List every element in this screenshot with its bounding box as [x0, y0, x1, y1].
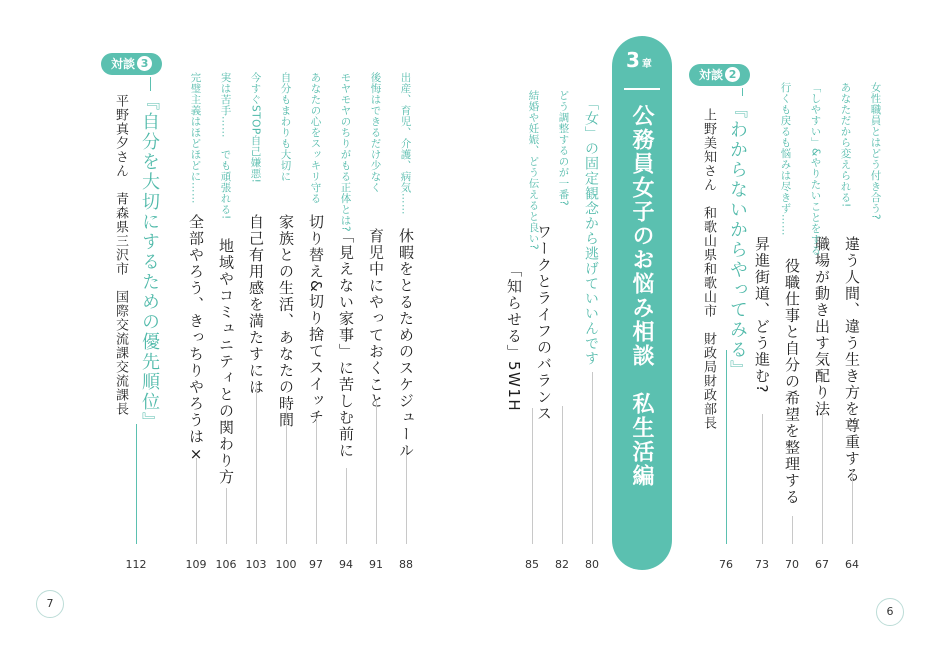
leader-line	[532, 408, 533, 544]
toc-entry-subtitle: 行くも戻るも悩みは尽きず……	[779, 82, 792, 236]
chapter-divider	[624, 88, 660, 90]
leader-line	[316, 418, 317, 544]
leader-line	[256, 382, 257, 544]
page-number[interactable]: 76	[719, 558, 733, 571]
page-number[interactable]: 94	[339, 558, 353, 571]
toc-entry-subtitle: 出産、育児、介護、病気……	[399, 72, 412, 215]
page-number[interactable]: 70	[785, 558, 799, 571]
toc-entry-subtitle: 「女」の固定観念から逃げていいんです	[583, 96, 599, 366]
page-number[interactable]: 80	[585, 558, 599, 571]
page-number[interactable]: 103	[245, 558, 267, 571]
badge-connector	[150, 77, 151, 91]
page-number[interactable]: 82	[555, 558, 569, 571]
toc-entry-title: 育児中にやっておくこと	[367, 228, 385, 410]
page-number[interactable]: 67	[815, 558, 829, 571]
toc-entry-subtitle: 自分もまわりも大切に	[279, 72, 292, 182]
chapter-number	[626, 48, 652, 72]
dialogue-person: 上野美知さん 和歌山県和歌山市 財政局財政部長	[701, 108, 716, 430]
page-number[interactable]: 91	[369, 558, 383, 571]
chapter-unit: 章	[641, 59, 652, 70]
chapter-number-value: 3	[626, 48, 640, 72]
toc-entry-title: 「見えない家事」に苦しむ前に	[337, 228, 355, 459]
toc-entry-subtitle: 今すぐSTOP自己嫌悪!	[249, 72, 262, 184]
toc-entry-title: 昇進街道、どう進む?	[753, 236, 771, 394]
page-number[interactable]: 64	[845, 558, 859, 571]
leader-line	[376, 400, 377, 544]
leader-line	[406, 454, 407, 544]
toc-entry-title: 地域やコミュニティとの関わり方	[217, 238, 235, 486]
page-number[interactable]: 100	[275, 558, 297, 571]
badge-connector	[742, 88, 743, 96]
dialogue-badge-label: 対談	[699, 68, 724, 82]
leader-line	[792, 516, 793, 544]
page-number[interactable]: 109	[185, 558, 207, 571]
toc-entry-title: 切り替え&切り捨てスイッチ	[307, 214, 325, 426]
dialogue-badge	[101, 53, 162, 75]
dialogue-number-icon: 2	[725, 67, 740, 82]
toc-entry-subtitle: モヤモヤのちりがもる正体とは?	[339, 72, 352, 233]
toc-entry-subtitle: 実は苦手…… でも頑張れる!	[219, 72, 232, 220]
toc-entry-title: 自己有用感を満たすには	[247, 214, 265, 396]
dialogue-title: 『わからないからやってみる』	[727, 100, 748, 380]
toc-entry-title: 家族との生活、あなたの時間	[277, 214, 295, 429]
dialogue-badge-label: 対談	[111, 57, 136, 71]
toc-entry-title: 職場が動き出す気配り法	[813, 236, 831, 418]
page-number[interactable]: 88	[399, 558, 413, 571]
toc-entry-title: ワークとライフのバランス	[535, 224, 553, 422]
page-number[interactable]: 73	[755, 558, 769, 571]
toc-entry-subtitle: 「しやすい」&やりたいことをする	[809, 82, 822, 256]
toc-entry-title: 違う人間、違う生き方を尊重する	[843, 236, 861, 484]
leader-line	[822, 414, 823, 544]
leader-line	[226, 488, 227, 544]
toc-entry-title: 全部やろう、きっちりやろうは×	[187, 214, 205, 465]
toc-entry-subtitle: 結婚や妊娠、どう伝えると良い?	[527, 90, 540, 251]
toc-entry-subtitle: あなただから変えられる!	[839, 82, 852, 208]
toc-entry-title: 「知らせる」5W1H	[505, 262, 523, 413]
toc-entry-subtitle: 後悔はできるだけ少なく	[369, 72, 382, 193]
page-number[interactable]: 97	[309, 558, 323, 571]
folio-number: 7	[36, 590, 64, 618]
leader-line	[286, 398, 287, 544]
dialogue-title: 『自分を大切にするための優先順位』	[139, 92, 160, 432]
dialogue-person: 平野真夕さん 青森県三沢市 国際交流課交流課長	[113, 94, 128, 416]
page-number[interactable]: 85	[525, 558, 539, 571]
toc-entry-subtitle: 女性職員とはどう付き合う?	[869, 82, 882, 221]
leader-line	[562, 406, 563, 544]
toc-entry-subtitle: どう調整するのが一番?	[557, 90, 570, 207]
dialogue-rule	[726, 350, 727, 544]
toc-entry-title: 休暇をとるためのスケジュール	[397, 228, 415, 459]
leader-line	[592, 372, 593, 544]
page-number[interactable]: 112	[125, 558, 147, 571]
leader-line	[762, 414, 763, 544]
dialogue-badge	[689, 64, 750, 86]
toc-entry-title: 役職仕事と自分の希望を整理する	[783, 258, 801, 506]
leader-line	[346, 468, 347, 544]
toc-entry-subtitle: 完璧主義はほどほどに……	[189, 72, 202, 204]
folio-number: 6	[876, 598, 904, 626]
page-number[interactable]: 106	[215, 558, 237, 571]
leader-line	[852, 472, 853, 544]
chapter-title: 公務員女子のお悩み相談 私生活編	[629, 104, 654, 488]
dialogue-rule	[136, 424, 137, 544]
dialogue-number-icon: 3	[137, 56, 152, 71]
toc-entry-subtitle: あなたの心をスッキリ守る	[309, 72, 322, 204]
leader-line	[196, 458, 197, 544]
